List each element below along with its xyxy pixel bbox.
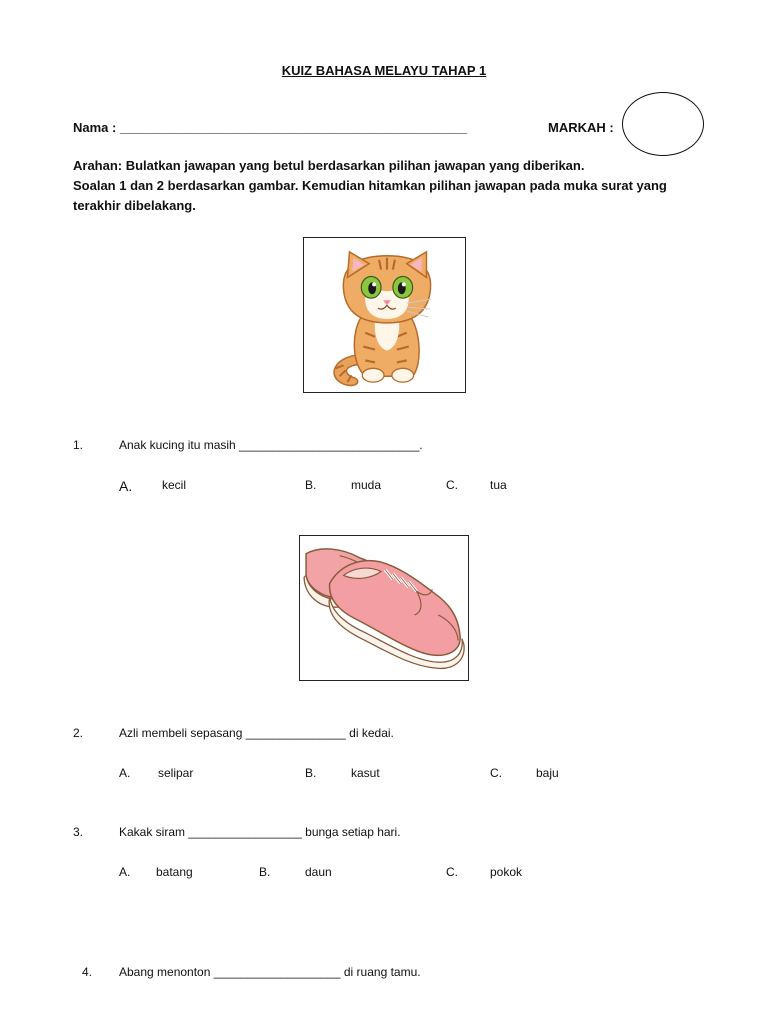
question-1-option-b-letter[interactable]: B. xyxy=(305,478,317,492)
instruction-line-3: terakhir dibelakang. xyxy=(73,198,196,213)
question-1-option-c-letter[interactable]: C. xyxy=(446,478,458,492)
question-1-option-c-text[interactable]: tua xyxy=(490,478,507,492)
question-3-option-a-text[interactable]: batang xyxy=(156,865,193,879)
shoes-icon xyxy=(300,536,468,680)
question-4-text: Abang menonton ___________________ di ruang tamu. xyxy=(119,965,421,979)
question-1-option-a-letter[interactable]: A. xyxy=(119,478,133,494)
instruction-line-2: Soalan 1 dan 2 berdasarkan gambar. Kemudian hitamkan pilihan jawapan pada muka surat yang xyxy=(73,178,667,193)
question-3-option-c-text[interactable]: pokok xyxy=(490,865,523,879)
question-3-option-a-letter[interactable]: A. xyxy=(119,865,131,879)
question-1-text: Anak kucing itu masih ___________________________. xyxy=(119,438,423,452)
score-circle xyxy=(622,92,704,156)
question-2-number: 2. xyxy=(73,726,84,740)
shoes-image xyxy=(299,535,469,681)
score-label: MARKAH : xyxy=(548,120,614,135)
kitten-image xyxy=(303,237,466,393)
question-2-option-c-text[interactable]: baju xyxy=(536,766,559,780)
question-1-option-a-text[interactable]: kecil xyxy=(162,478,187,492)
question-2-option-c-letter[interactable]: C. xyxy=(490,766,502,780)
question-2-option-b-text[interactable]: kasut xyxy=(351,766,380,780)
question-1-option-b-text[interactable]: muda xyxy=(351,478,382,492)
question-3-option-b-letter[interactable]: B. xyxy=(259,865,271,879)
question-2-option-a-letter[interactable]: A. xyxy=(119,766,131,780)
question-3-text: Kakak siram _________________ bunga setiap hari. xyxy=(119,825,401,839)
question-3-number: 3. xyxy=(73,825,84,839)
question-3-option-b-text[interactable]: daun xyxy=(305,865,332,879)
question-2-text: Azli membeli sepasang _______________ di kedai. xyxy=(119,726,394,740)
instruction-line-1: Arahan: Bulatkan jawapan yang betul berdasarkan pilihan jawapan yang diberikan. xyxy=(73,158,585,173)
kitten-icon xyxy=(304,238,465,392)
question-3-option-c-letter[interactable]: C. xyxy=(446,865,458,879)
question-2-option-b-letter[interactable]: B. xyxy=(305,766,317,780)
name-field-label: Nama : ________________________________________________ xyxy=(73,120,467,135)
question-2-option-a-text[interactable]: selipar xyxy=(158,766,194,780)
page-title: KUIZ BAHASA MELAYU TAHAP 1 xyxy=(281,63,487,78)
question-4-number: 4. xyxy=(82,965,93,979)
question-1-number: 1. xyxy=(73,438,84,452)
